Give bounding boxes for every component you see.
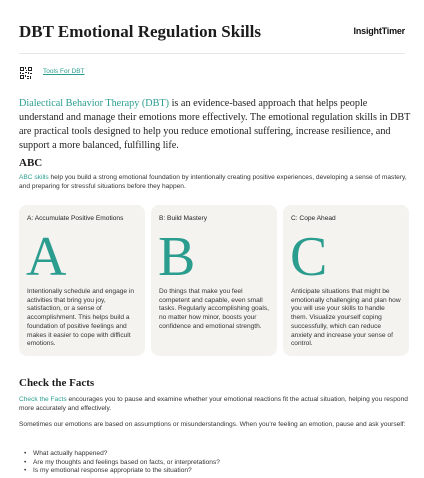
card-letter: A	[26, 226, 67, 288]
card-title: B: Build Mastery	[159, 215, 208, 222]
card-body: Anticipate situations that might be emotionally challenging and plan how you will use your skills to handle them. Visualize yourself coping successfully, which can reduce anxiety and increase your sense of control.	[291, 288, 401, 348]
abc-description	[19, 173, 411, 191]
card-letter: C	[290, 226, 328, 288]
check-the-facts-description	[19, 395, 411, 413]
brand-logo[interactable]: InsightTimer	[353, 26, 405, 36]
list-item: • Are my thoughts and feelings based on facts, or interpretations?	[19, 459, 411, 468]
header-divider	[19, 53, 405, 54]
header	[19, 18, 405, 44]
abc-skills-link[interactable]: ABC skills	[19, 174, 49, 181]
card-cope-ahead	[283, 205, 409, 356]
check-the-facts-link[interactable]: Check the Facts	[19, 396, 67, 403]
card-accumulate-positive-emotions	[19, 205, 145, 356]
list-item: • What actually happened?	[19, 450, 411, 459]
qr-code-icon	[20, 67, 32, 79]
check-the-facts-text: encourages you to pause and examine whether your emotional reactions fit the actual situation, helping you respond more accurately and effectively.	[19, 396, 408, 412]
list-item: • Is my emotional response appropriate to the situation?	[19, 467, 411, 476]
abc-description-text: help you build a strong emotional foundation by intentionally creating positive experiences, developing a sense of mastery, and preparing for stressful situations before they happen.	[19, 174, 407, 190]
intro-paragraph	[19, 97, 411, 153]
page-title: DBT Emotional Regulation Skills	[19, 22, 261, 41]
tools-for-dbt-link[interactable]: Tools For DBT	[43, 68, 85, 75]
card-body: Do things that make you feel competent and capable, even small tasks. Regularly accomplishing goals, no matter how minor, boosts your confidence and emotional strength.	[159, 288, 269, 330]
check-the-facts-prompt: Sometimes our emotions are based on assumptions or misunderstandings. When you're feeling an emotion, pause and ask yourself:	[19, 421, 406, 428]
abc-heading: ABC	[19, 157, 43, 169]
card-title: A: Accumulate Positive Emotions	[27, 215, 124, 222]
intro-text: is an evidence-based approach that helps people understand and manage their emotions more effectively. The emotional regulation skills in DBT are practical tools designed to help you reduce emotional suffering, increase resilience, and support a more balanced, fulfilling life.	[19, 98, 411, 151]
card-build-mastery	[151, 205, 277, 356]
dbt-link[interactable]: Dialectical Behavior Therapy (DBT)	[19, 98, 170, 109]
question-list	[19, 450, 411, 476]
check-the-facts-heading: Check the Facts	[19, 377, 95, 389]
card-body: Intentionally schedule and engage in activities that bring you joy, satisfaction, or a sense of accomplishment. This helps build a foundation of positive feelings and makes it easier to cope with difficult emotions.	[27, 288, 135, 348]
card-title: C: Cope Ahead	[291, 215, 336, 222]
card-letter: B	[158, 226, 196, 288]
